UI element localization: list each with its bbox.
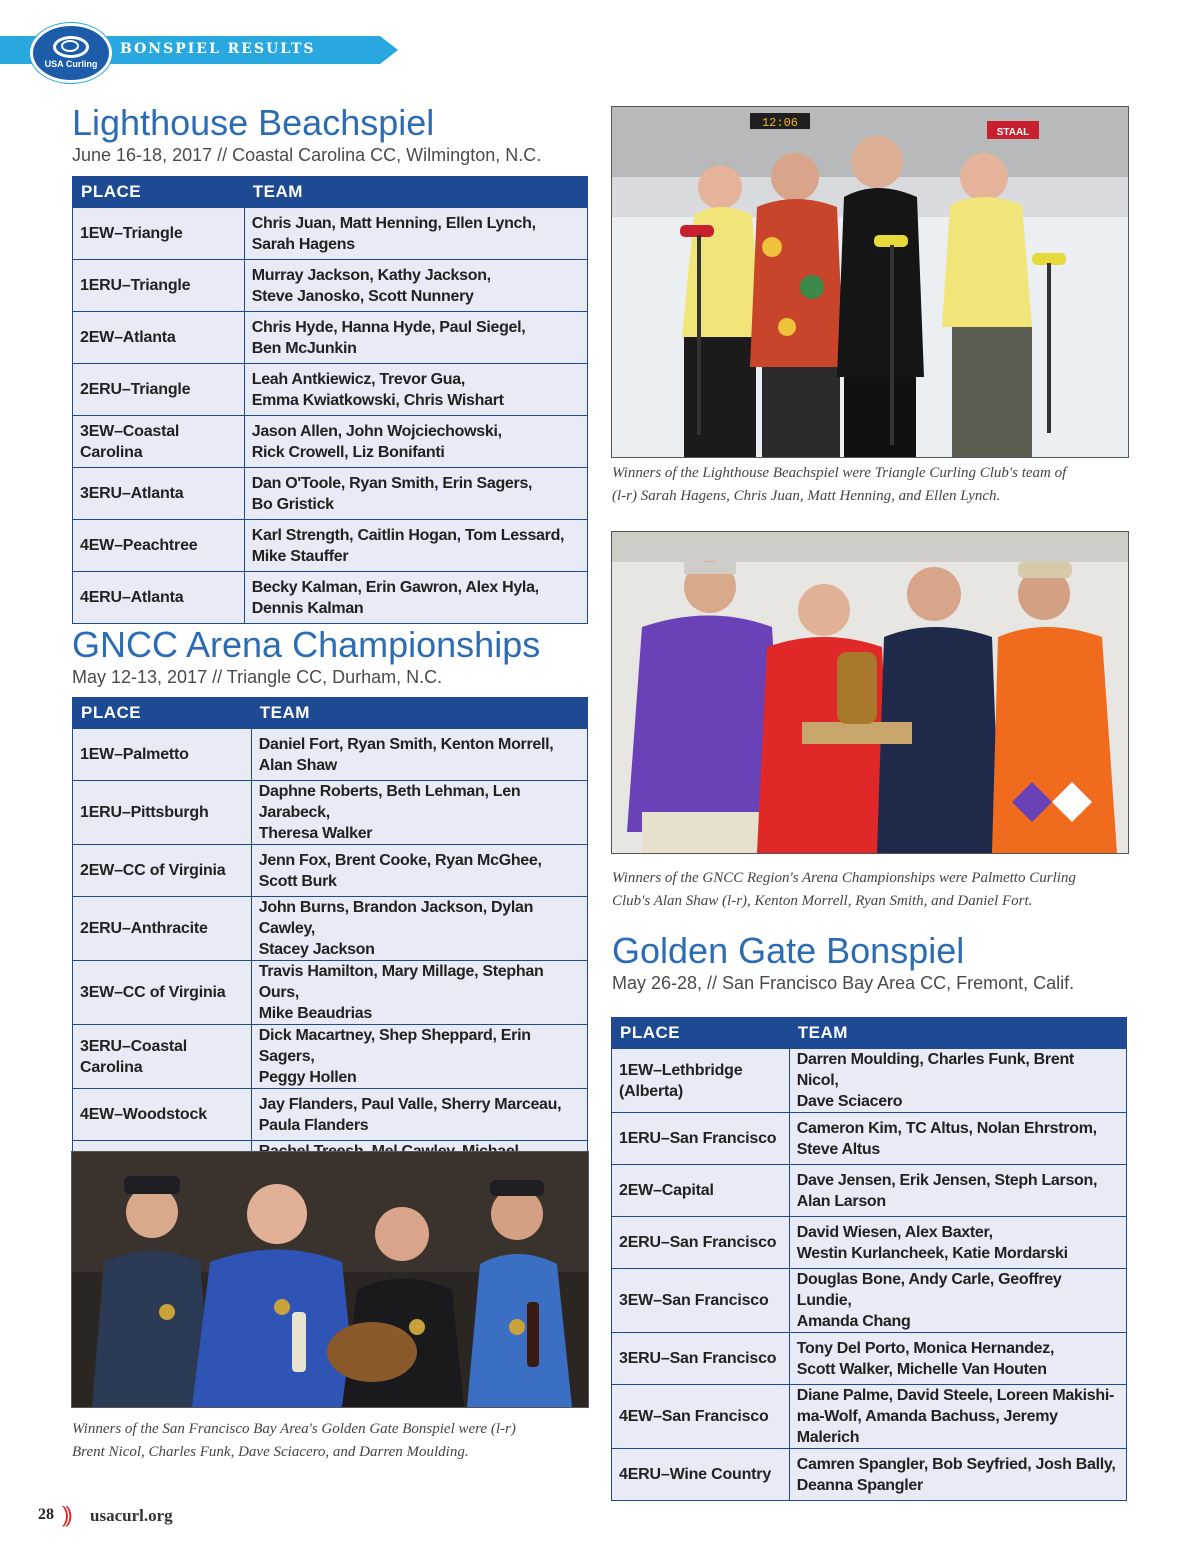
table-row	[612, 1049, 1127, 1113]
team-line: Dick Macartney, Shep Sheppard, Erin Sagers,	[258, 1027, 531, 1065]
team-line: Mike Stauffer	[251, 547, 349, 565]
place-cell: 3ERU–Coastal Carolina	[73, 1025, 252, 1089]
team-line: Daniel Fort, Ryan Smith, Kenton Morrell,	[258, 735, 554, 753]
gncc-photo-art	[612, 532, 1128, 853]
page-number: 28	[38, 1506, 54, 1523]
table-row	[73, 468, 588, 520]
table-row	[73, 845, 588, 897]
footer-url[interactable]: usacurl.org	[90, 1506, 173, 1525]
place-cell: 2EW–Atlanta	[73, 312, 245, 364]
table-header-row	[73, 177, 588, 208]
gncc-results-table	[72, 697, 588, 1205]
team-line: Camren Spangler, Bob Seyfried, Josh Bally,	[796, 1455, 1116, 1473]
team-line: Steve Janosko, Scott Nunnery	[251, 287, 474, 305]
table-row	[612, 1449, 1127, 1501]
team-cell	[251, 729, 587, 781]
table-row	[73, 729, 588, 781]
banner-text: STAAL	[996, 127, 1030, 138]
team-cell	[251, 845, 587, 897]
golden-gate-photo-art	[72, 1152, 588, 1407]
table-row	[73, 364, 588, 416]
table-row	[612, 1165, 1127, 1217]
place-cell: 2EW–CC of Virginia	[73, 845, 252, 897]
team-line: Travis Hamilton, Mary Millage, Stephan Ours,	[258, 963, 544, 1001]
place-cell: 2ERU–Anthracite	[73, 897, 252, 961]
team-line: Westin Kurlancheek, Katie Mordarski	[796, 1244, 1068, 1262]
place-cell: 3EW–CC of Virginia	[73, 961, 252, 1025]
section-header-arrow	[380, 36, 398, 64]
team-cell	[251, 1025, 587, 1089]
gncc-caption	[612, 867, 1076, 913]
team-line: Theresa Walker	[258, 825, 373, 842]
team-cell	[244, 468, 587, 520]
gncc-winners-photo	[611, 531, 1129, 854]
team-line: Amanda Chang	[796, 1313, 911, 1330]
place-cell: 1ERU–Pittsburgh	[73, 781, 252, 845]
team-cell	[789, 1165, 1126, 1217]
lighthouse-caption	[612, 462, 1066, 508]
place-cell: 1ERU–Triangle	[73, 260, 245, 312]
table-row	[73, 260, 588, 312]
team-line: Scott Burk	[258, 872, 337, 890]
golden-gate-caption	[72, 1418, 516, 1464]
team-line: Murray Jackson, Kathy Jackson,	[251, 266, 491, 284]
team-cell	[244, 260, 587, 312]
team-cell	[789, 1049, 1126, 1113]
table-header-row	[612, 1018, 1127, 1049]
gncc-title: GNCC Arena Championships	[72, 624, 541, 665]
team-cell	[244, 416, 587, 468]
team-line: Bo Gristick	[251, 495, 334, 513]
place-cell: 1EW–Triangle	[73, 208, 245, 260]
team-cell	[789, 1333, 1126, 1385]
team-line: Cameron Kim, TC Altus, Nolan Ehrstrom,	[796, 1119, 1097, 1137]
table-row	[612, 1385, 1127, 1449]
place-cell: 3ERU–San Francisco	[612, 1333, 790, 1385]
table-row	[73, 312, 588, 364]
team-cell	[251, 1089, 587, 1141]
team-cell	[244, 208, 587, 260]
team-line: Ben McJunkin	[251, 339, 357, 357]
place-cell: 2ERU–Triangle	[73, 364, 245, 416]
golden-gate-title: Golden Gate Bonspiel	[612, 930, 965, 971]
place-cell: 3ERU–Atlanta	[73, 468, 245, 520]
team-cell	[251, 961, 587, 1025]
place-cell	[612, 1049, 790, 1113]
lighthouse-title: Lighthouse Beachspiel	[72, 102, 435, 143]
team-line: Dave Sciacero	[796, 1093, 903, 1110]
team-cell	[789, 1385, 1126, 1449]
place-cell: 4EW–Woodstock	[73, 1089, 252, 1141]
usa-curling-logo	[30, 23, 112, 83]
team-line: Douglas Bone, Andy Carle, Geoffrey Lundie,	[796, 1271, 1062, 1309]
team-line: Scott Walker, Michelle Van Houten	[796, 1360, 1047, 1378]
golden-gate-results-table	[611, 1017, 1127, 1501]
table-row	[73, 520, 588, 572]
team-line: Jay Flanders, Paul Valle, Sherry Marceau,	[258, 1095, 562, 1113]
team-line: Rick Crowell, Liz Bonifanti	[251, 443, 445, 461]
team-line: Peggy Hollen	[258, 1069, 357, 1086]
team-line: Emma Kwiatkowski, Chris Wishart	[251, 391, 504, 409]
team-line: Dan O'Toole, Ryan Smith, Erin Sagers,	[251, 474, 533, 492]
team-line: Deanna Spangler	[796, 1476, 923, 1494]
table-row	[612, 1333, 1127, 1385]
table-row	[73, 897, 588, 961]
table-row	[73, 1089, 588, 1141]
place-line: 1EW–Lethbridge	[619, 1061, 743, 1079]
team-line: Sarah Hagens	[251, 235, 355, 253]
lighthouse-results-table	[72, 176, 588, 624]
table-row	[73, 961, 588, 1025]
team-line: Stacey Jackson	[258, 941, 375, 958]
team-line: Darren Moulding, Charles Funk, Brent Nicol,	[796, 1051, 1074, 1089]
team-line: Dennis Kalman	[251, 599, 364, 617]
lighthouse-subtitle: June 16-18, 2017 // Coastal Carolina CC, Wilmington, N.C.	[72, 145, 542, 165]
team-cell	[244, 520, 587, 572]
place-line: (Alberta)	[619, 1082, 683, 1100]
place-column-header: PLACE	[73, 698, 252, 729]
gncc-subtitle: May 12-13, 2017 // Triangle CC, Durham, N.C.	[72, 667, 443, 687]
team-column-header: TEAM	[244, 177, 587, 208]
scoreboard-text: 12:06	[761, 116, 799, 130]
team-cell	[789, 1217, 1126, 1269]
table-row	[73, 781, 588, 845]
team-cell	[789, 1449, 1126, 1501]
place-cell: 4EW–San Francisco	[612, 1385, 790, 1449]
place-cell: 4ERU–Atlanta	[73, 572, 245, 624]
golden-gate-winners-photo	[71, 1151, 589, 1408]
team-line: Daphne Roberts, Beth Lehman, Len Jarabeck,	[258, 783, 521, 821]
place-cell: 4EW–Peachtree	[73, 520, 245, 572]
table-row	[73, 1025, 588, 1089]
caption-line: (l-r) Sarah Hagens, Chris Juan, Matt Henning, and Ellen Lynch.	[612, 488, 1001, 504]
team-line: Chris Hyde, Hanna Hyde, Paul Siegel,	[251, 318, 526, 336]
place-cell: 4ERU–Wine Country	[612, 1449, 790, 1501]
lighthouse-photo-art	[612, 107, 1128, 457]
place-cell: 1ERU–San Francisco	[612, 1113, 790, 1165]
table-row	[73, 572, 588, 624]
caption-line: Winners of the Lighthouse Beachspiel were Triangle Curling Club's team of	[612, 465, 1067, 481]
logo-inner-ring-icon	[61, 40, 79, 52]
team-line: Alan Shaw	[258, 756, 337, 774]
team-line: John Burns, Brandon Jackson, Dylan Cawley,	[258, 899, 534, 937]
team-cell	[244, 364, 587, 416]
team-line: Leah Antkiewicz, Trevor Gua,	[251, 370, 466, 388]
team-line: Dave Jensen, Erik Jensen, Steph Larson,	[796, 1171, 1098, 1189]
caption-line: Club's Alan Shaw (l-r), Kenton Morrell, Ryan Smith, and Daniel Fort.	[612, 893, 1033, 909]
table-row	[73, 208, 588, 260]
team-line: Diane Palme, David Steele, Loreen Makishi-	[796, 1387, 1115, 1404]
team-cell	[789, 1113, 1126, 1165]
place-cell: 2ERU–San Francisco	[612, 1217, 790, 1269]
place-cell: 1EW–Palmetto	[73, 729, 252, 781]
table-row	[612, 1217, 1127, 1269]
table-row	[612, 1113, 1127, 1165]
team-line: Becky Kalman, Erin Gawron, Alex Hyla,	[251, 578, 539, 596]
place-cell: 2EW–Capital	[612, 1165, 790, 1217]
table-row	[612, 1269, 1127, 1333]
team-line: Mike Beaudrias	[258, 1005, 372, 1022]
table-row	[73, 416, 588, 468]
team-line: Alan Larson	[796, 1192, 886, 1210]
logo-text: USA Curling	[44, 59, 98, 69]
place-cell: 3EW–San Francisco	[612, 1269, 790, 1333]
team-line: Jenn Fox, Brent Cooke, Ryan McGhee,	[258, 851, 542, 869]
team-cell	[789, 1269, 1126, 1333]
team-cell	[244, 312, 587, 364]
caption-line: Brent Nicol, Charles Funk, Dave Sciacero, and Darren Moulding.	[72, 1444, 469, 1460]
team-line: Jason Allen, John Wojciechowski,	[251, 422, 502, 440]
footer-mark: ))	[62, 1502, 69, 1527]
place-column-header: PLACE	[612, 1018, 790, 1049]
lighthouse-winners-photo	[611, 106, 1129, 458]
team-cell	[244, 572, 587, 624]
golden-gate-subtitle: May 26-28, // San Francisco Bay Area CC, Fremont, Calif.	[612, 973, 1075, 993]
team-line: ma-Wolf, Amanda Bachuss, Jeremy Malerich	[796, 1408, 1058, 1446]
place-column-header: PLACE	[73, 177, 245, 208]
place-cell: 3EW–Coastal Carolina	[73, 416, 245, 468]
team-column-header: TEAM	[251, 698, 587, 729]
caption-line: Winners of the San Francisco Bay Area's Golden Gate Bonspiel were (l-r)	[72, 1421, 516, 1437]
team-line: Karl Strength, Caitlin Hogan, Tom Lessard,	[251, 526, 565, 544]
section-label: BONSPIEL RESULTS	[120, 41, 316, 57]
team-line: David Wiesen, Alex Baxter,	[796, 1223, 993, 1241]
table-header-row	[73, 698, 588, 729]
team-line: Chris Juan, Matt Henning, Ellen Lynch,	[251, 214, 536, 232]
team-line: Steve Altus	[796, 1140, 880, 1158]
team-line: Tony Del Porto, Monica Hernandez,	[796, 1339, 1055, 1357]
caption-line: Winners of the GNCC Region's Arena Championships were Palmetto Curling	[612, 870, 1076, 886]
team-column-header: TEAM	[789, 1018, 1126, 1049]
team-line: Paula Flanders	[258, 1116, 369, 1134]
team-cell	[251, 897, 587, 961]
team-cell	[251, 781, 587, 845]
